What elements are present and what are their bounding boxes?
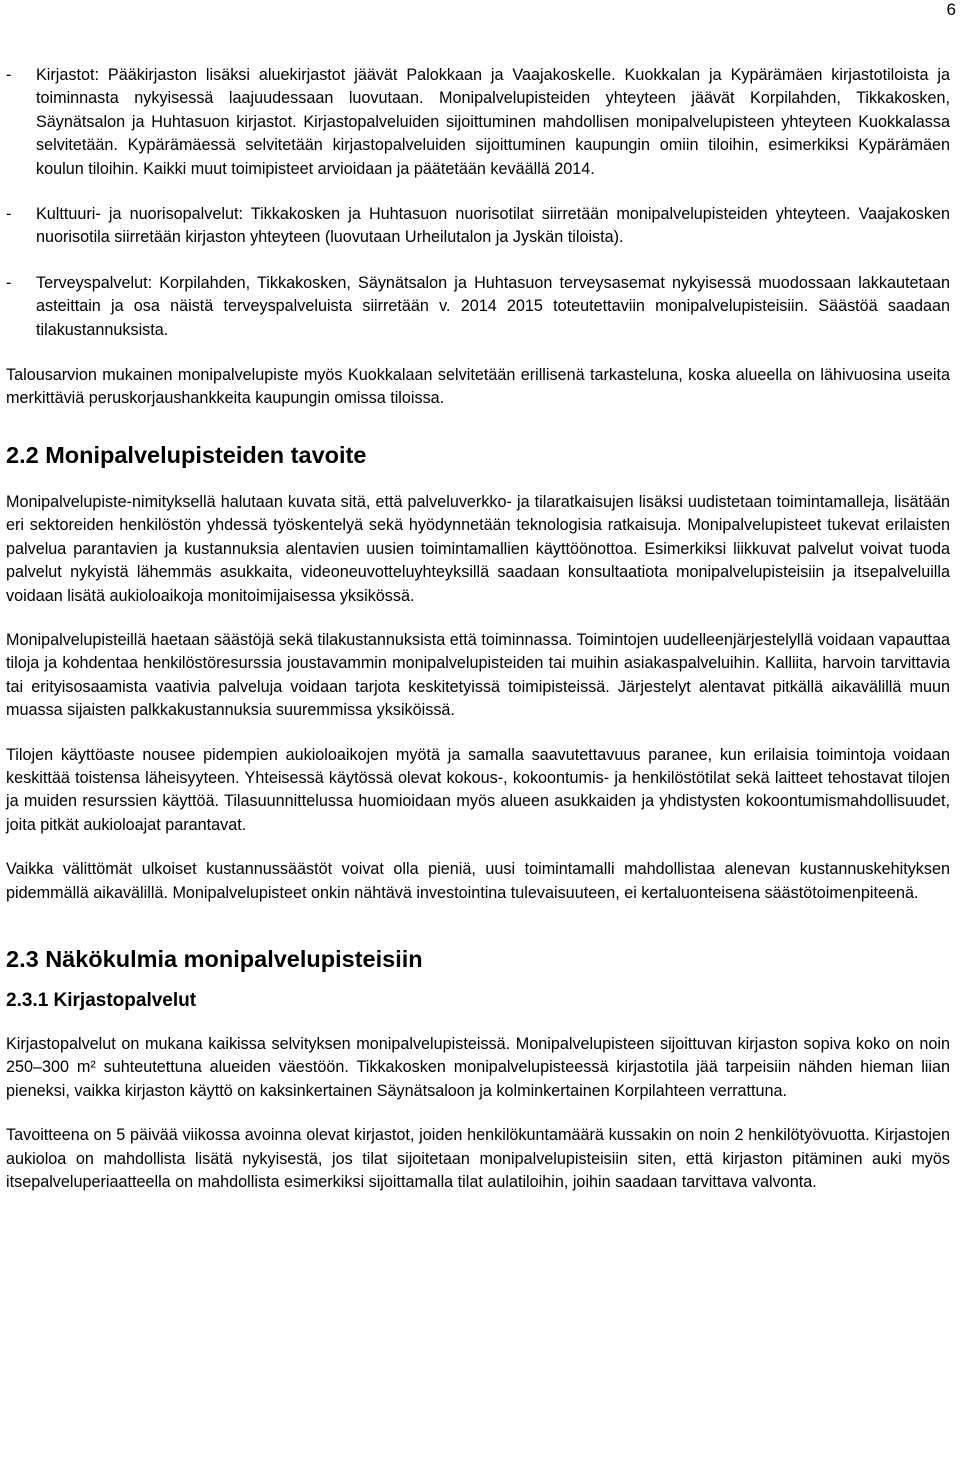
section-heading-2-3: 2.3 Näkökulmia monipalvelupisteisiin — [6, 945, 423, 972]
subsection-heading-2-3-1: 2.3.1 Kirjastopalvelut — [6, 989, 197, 1011]
bullet-text: Terveyspalvelut: Korpilahden, Tikkakosken, Säynätsalon ja Huhtasuon terveysasemat nykyisessä muodossaan lakkautetaan asteittain ja osa näistä terveyspalveluista siirretään v. 2014 2015 toteutettaviin monipalvelupisteisiin. Säästöä saadaan tilakustannuksista. — [36, 273, 950, 339]
bullet-item-kulttuuri — [6, 203, 950, 250]
bullet-text: Kulttuuri- ja nuorisopalvelut: Tikkakosken ja Huhtasuon nuorisotilat siirretään monipalvelupisteiden yhteyteen. Vaajakosken nuorisotila siirretään kirjaston yhteyteen (luovutaan Urheilutalon ja Jyskän tiloista). — [36, 205, 950, 247]
bullet-marker: - — [6, 66, 12, 84]
bullet-item-terveys — [6, 272, 950, 342]
paragraph: Tilojen käyttöaste nousee pidempien aukioloaikojen myötä ja samalla saavutettavuus paranee, kun erilaisia toimintoja voidaan keskittää toistensa läheisyyteen. Yhteisessä käytössä olevat kokous-, kokoontumis- ja henkilöstötilat sekä laitteet tehostavat tilojen ja muiden resurssien käyttöä. Tilasuunnittelussa huomioidaan myös alueen asukkaiden ja yhdistysten kokoontumismahdollisuudet, joita pitkät aukioloajat parantavat. — [6, 745, 950, 834]
paragraph: Kirjastopalvelut on mukana kaikissa selvityksen monipalvelupisteissä. Monipalvelupisteen sijoittuvan kirjaston sopiva koko on noin 250–300 m² suhteutettuna alueiden väestöön. Tikkakosken monipalvelupisteessä kirjastotila jää tarpeisiin nähden hieman liian pieneksi, vaikka kirjaston käyttö on kaksinkertainen Säynätsaloon ja kolminkertainen Korpilahteen verrattuna. — [6, 1034, 950, 1100]
bullet-item-kirjastot — [6, 64, 950, 181]
document-body — [6, 64, 950, 1215]
section-heading-2-2: 2.2 Monipalvelupisteiden tavoite — [6, 441, 367, 468]
bullet-marker: - — [6, 273, 12, 292]
page-number: 6 — [946, 0, 956, 19]
intro-paragraph: Talousarvion mukainen monipalvelupiste myös Kuokkalaan selvitetään erillisenä tarkasteluna, koska alueella on lähivuosina useita merkittäviä peruskorjaushankkeita kaupungin omissa tiloissa. — [6, 366, 950, 408]
bullet-text: Kirjastot: Pääkirjaston lisäksi aluekirjastot jäävät Palokkaan ja Vaajakoskelle. Kuokkalan ja Kypärämäen kirjastotiloista ja toiminnasta nykyisessä laajuudessaan luovutaan. Monipalvelupisteiden yhteyteen jäävät Korpilahden, Tikkakosken, Säynätsalon ja Huhtasuon kirjastot. Kirjastopalveluiden sijoittuminen mahdollisen monipalvelupisteen yhteyteen Kuokkalassa selvitetään. Kypärämäessä selvitetään kirjastopalveluiden sijoittuminen kaupungin omiin tiloihin, esimerkiksi Kypärämäen koulun tiloihin. Kaikki muut toimipisteet arvioidaan ja päätetään keväällä 2014. — [36, 66, 950, 178]
paragraph: Monipalvelupiste-nimityksellä halutaan kuvata sitä, että palveluverkko- ja tilaratkaisujen lisäksi uudistetaan toimintamalleja, lisätään eri sektoreiden henkilöstön yhdessä työskentelyä sekä hyödynnetään teknologisia ratkaisuja. Monipalvelupisteet tukevat erilaisten palvelua parantavien ja kustannuksia alentavien uusien toimintamallien käyttöönottoa. Esimerkiksi liikkuvat palvelut voivat tuoda palvelut nykyistä lähemmäs asukkaita, videoneuvotteluyhteyksillä saadaan konsultaatiota monipalvelupisteisiin ja itsepalveluilla voidaan lisätä aukioloaikoja monitoimijaisessa yksikössä. — [6, 492, 950, 605]
bullet-marker: - — [6, 205, 12, 224]
paragraph: Vaikka välittömät ulkoiset kustannussäästöt voivat olla pieniä, uusi toimintamalli mahdollistaa alenevan kustannuskehityksen pidemmällä aikavälillä. Monipalvelupisteet onkin nähtävä investointina tulevaisuuteen, ei kertaluonteisena säästötoimenpiteenä. — [6, 860, 950, 902]
paragraph: Tavoitteena on 5 päivää viikossa avoinna olevat kirjastot, joiden henkilökuntamäärä kussakin on noin 2 henkilötyövuotta. Kirjastojen aukioloa on mahdollista lisätä nykyisestä, jos tilat sijoitetaan monipalvelupisteisiin siten, että kirjaston pitäminen auki myös itsepalveluperiaatteella on mahdollista esimerkiksi sijoittamalla tilat aulatiloihin, joihin saadaan tarvittava valvonta. — [6, 1126, 950, 1191]
paragraph: Monipalvelupisteillä haetaan säästöjä sekä tilakustannuksista että toiminnassa. Toimintojen uudelleenjärjestelyllä voidaan vapauttaa tiloja ja kohdentaa henkilöstöresurssia joustavammin monipalvelupisteiden tai muihin asiakaspalveluihin. Kalliita, harvoin tarvittavia tai erityisosaamista vaativia palveluja voidaan tarjota keskitetyissä toimipisteissä. Järjestelyt alentavat pitkällä aikavälillä muun muassa sijaisten palkkakustannuksia suuremmissa yksiköissä. — [6, 630, 950, 720]
